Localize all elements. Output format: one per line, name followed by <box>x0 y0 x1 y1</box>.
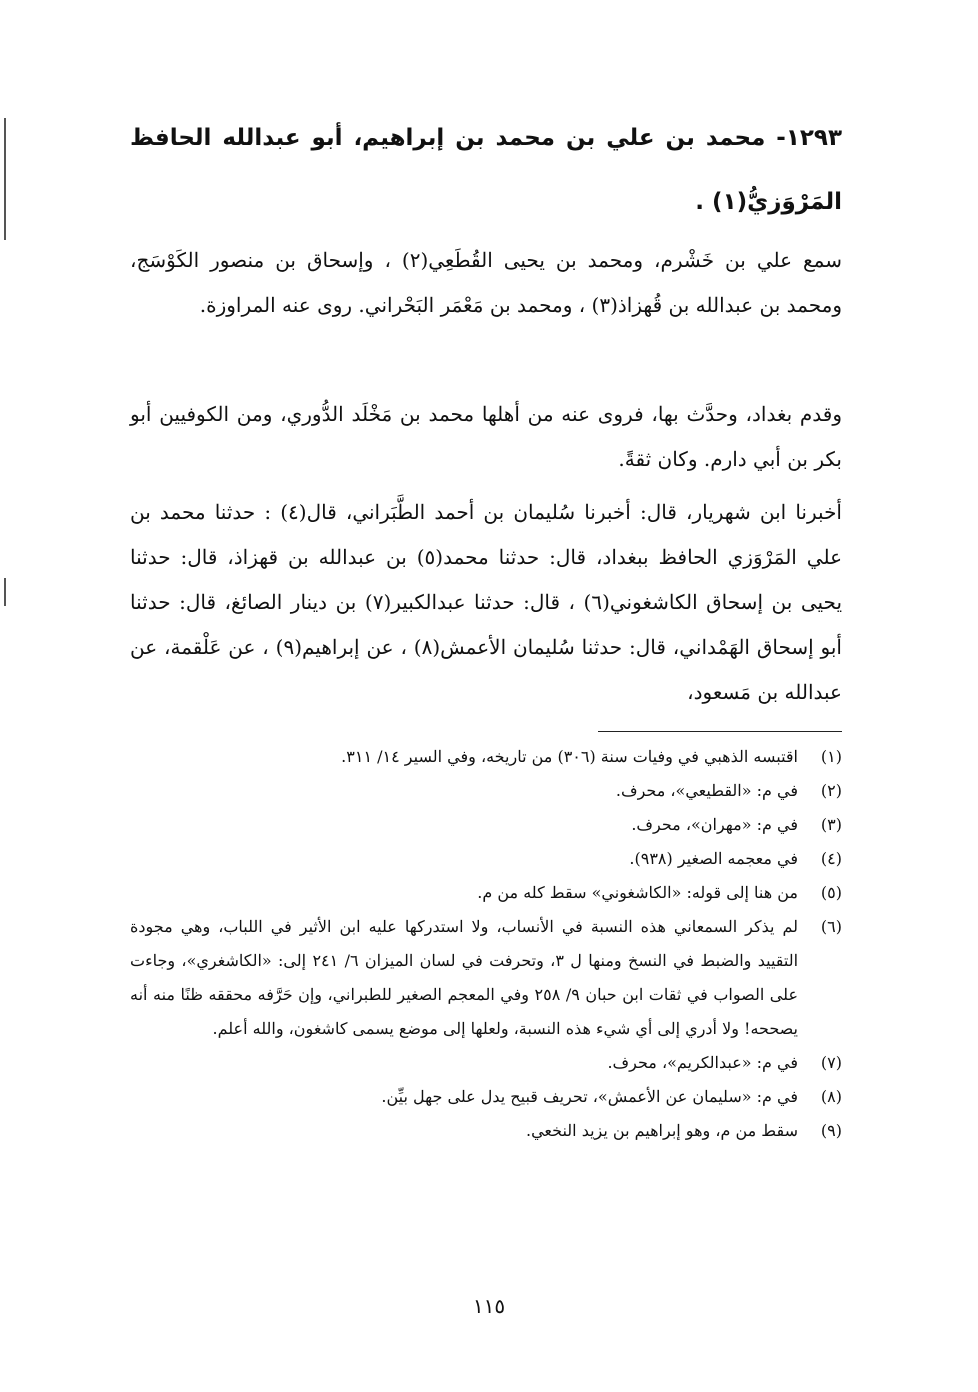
footnote <box>130 876 842 910</box>
footnote-number: (٤) <box>820 849 842 868</box>
paragraph-3: أخبرنا ابن شهريار، قال: أخبرنا سُليمان بن أحمد الطَّبَراني، قال(٤) : حدثنا محمد بن علي المَرْوَزي الحافظ ببغداد، قال: حدثنا محمد(٥) بن عبدالله بن قهزاذ، قال: حدثنا يحيى بن إسحاق الكاشغوني(٦) ، قال: حدثنا عبدالكبير(٧) بن دينار الصائغ، قال: حدثنا أبو إسحاق الهَمْداني، قال: حدثنا سُليمان الأعمش(٨) ، عن إبراهيم(٩) ، عن عَلْقمة، عن عبدالله بن مَسعود، <box>130 500 843 704</box>
footnote-number: (٥) <box>820 883 842 902</box>
footnote-text: في م: «القطيعي»، محرف. <box>615 781 798 800</box>
paragraph-2: وقدم بغداد، وحدَّث بها، فروى عنه من أهلها محمد بن مَخْلَد الدُّوري، ومن الكوفيين أبو بكر بن أبي دارم. وكان ثقةً. <box>130 402 842 471</box>
footnote-number: (٩) <box>820 1121 842 1140</box>
footnote-number: (٨) <box>820 1087 842 1106</box>
footnote-text: سقط من م، وهو إبراهيم بن يزيد النخعي. <box>525 1121 798 1140</box>
footnote <box>130 1114 842 1148</box>
footnote-text: في معجمه الصغير (٩٣٨). <box>629 849 798 868</box>
footnote-number: (٦) <box>820 917 842 936</box>
footnote-number: (٢) <box>820 781 842 800</box>
footnote <box>130 740 842 774</box>
page-number: ١١٥ <box>472 1294 506 1318</box>
footnote-text: من هنا إلى قوله: «الكاشغوني» سقط كله من م. <box>477 883 798 902</box>
footnote <box>130 774 842 808</box>
footnote-text: في م: «مهران»، محرف. <box>631 815 798 834</box>
footnote <box>130 910 842 1046</box>
footnote-text: في م: «سليمان عن الأعمش»، تحريف قبيح يدل على جهل بيِّن. <box>381 1087 798 1106</box>
footnote <box>130 842 842 876</box>
scan-edge-mark-middle <box>4 578 6 606</box>
footnote-text: لم يذكر السمعاني هذه النسبة في الأنساب، ولا استدركها عليه ابن الأثير في اللباب، وهي مجودة التقييد والضبط في النسخ ومنها ل ٣، وتحرفت في لسان الميزان ٦/ ٢٤١ إلى: «الكاشغري»، وجاءت على الصواب في ثقات ابن حبان ٩/ ٢٥٨ وفي المعجم الصغير للطبراني، وإن حَرَّفه محققه ظنًا منه أنه يصححه! ولا أدري إلى أي شيء هذه النسبة، ولعلها إلى موضع يسمى كاشغون، والله أعلم. <box>130 917 799 1038</box>
scan-edge-mark-top <box>4 118 6 240</box>
footnote <box>130 1046 842 1080</box>
footnote-number: (٣) <box>820 815 842 834</box>
paragraph-1: سمع علي بن خَشْرم، ومحمد بن يحيى القُطَعِي(٢) ، وإسحاق بن منصور الكَوْسَج، ومحمد بن عبدالله بن قُهزاذ(٣) ، ومحمد بن مَعْمَر البَحْراني. روى عنه المراوزة. <box>130 248 843 317</box>
footnote <box>130 1080 842 1114</box>
footnote-number: (١) <box>820 747 842 766</box>
footnotes <box>130 740 842 1148</box>
footnote-number: (٧) <box>820 1053 842 1072</box>
footnote-text: اقتبسه الذهبي في وفيات سنة (٣٠٦) من تاريخه، وفي السير ١٤/ ٣١١. <box>341 747 798 766</box>
footnote-text: في م: «عبدالكريم»، محرف. <box>607 1053 798 1072</box>
entry-title: ١٢٩٣- محمد بن علي بن محمد بن إبراهيم، أبو عبدالله الحافظ المَرْوَزيُّ(١) . <box>130 125 842 215</box>
footnote <box>130 808 842 842</box>
footnote-separator <box>598 731 842 732</box>
